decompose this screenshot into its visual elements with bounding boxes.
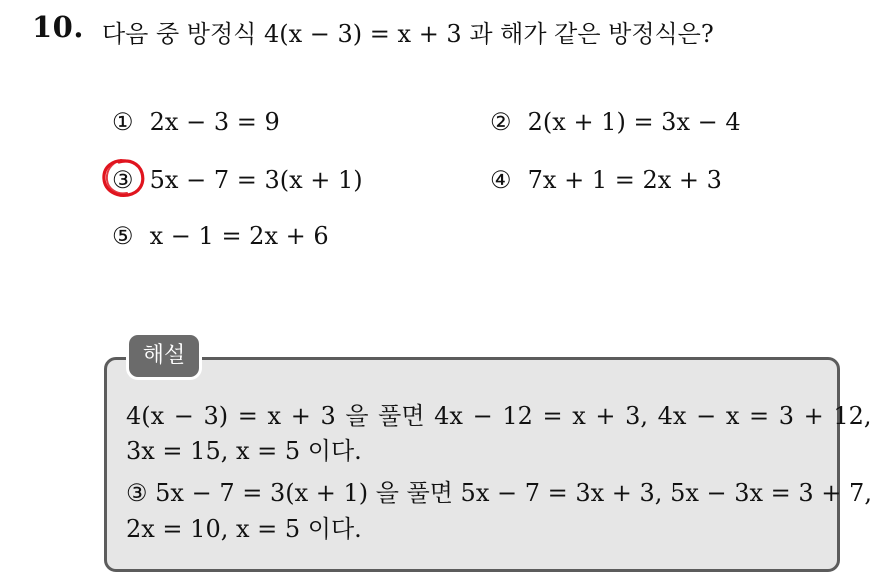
choice-expression: 2(x + 1) = 3x − 4 [527, 108, 741, 136]
choice-expression: 2x − 3 = 9 [149, 108, 280, 136]
solution-line: 3x = 15, x = 5 이다. [126, 437, 362, 465]
choice-2 [490, 108, 741, 136]
choice-marker: ③ [112, 166, 134, 194]
choice-expression: 5x − 7 = 3(x + 1) [149, 166, 363, 194]
question-text: 다음 중 방정식 4(x − 3) = x + 3 과 해가 같은 방정식은? [102, 20, 714, 48]
choice-marker: ① [112, 108, 134, 136]
choice-5 [112, 222, 329, 250]
choice-3 [112, 166, 363, 194]
question-number: 10. [32, 10, 84, 44]
choice-4 [490, 166, 722, 194]
solution-line: 2x = 10, x = 5 이다. [126, 515, 362, 543]
solution-line: 4(x − 3) = x + 3 을 풀면 4x − 12 = x + 3, 4x − x = 3 + 12, [126, 402, 872, 430]
choice-expression: x − 1 = 2x + 6 [149, 222, 329, 250]
solution-line: ③ 5x − 7 = 3(x + 1) 을 풀면 5x − 7 = 3x + 3, 5x − 3x = 3 + 7, [126, 479, 872, 507]
choice-marker: ② [490, 108, 512, 136]
choice-1 [112, 108, 280, 136]
choice-marker: ⑤ [112, 222, 134, 250]
answer-circle-mark [99, 155, 149, 201]
choice-expression: 7x + 1 = 2x + 3 [527, 166, 722, 194]
solution-tab: 해설 [129, 335, 199, 377]
choice-marker: ④ [490, 166, 512, 194]
